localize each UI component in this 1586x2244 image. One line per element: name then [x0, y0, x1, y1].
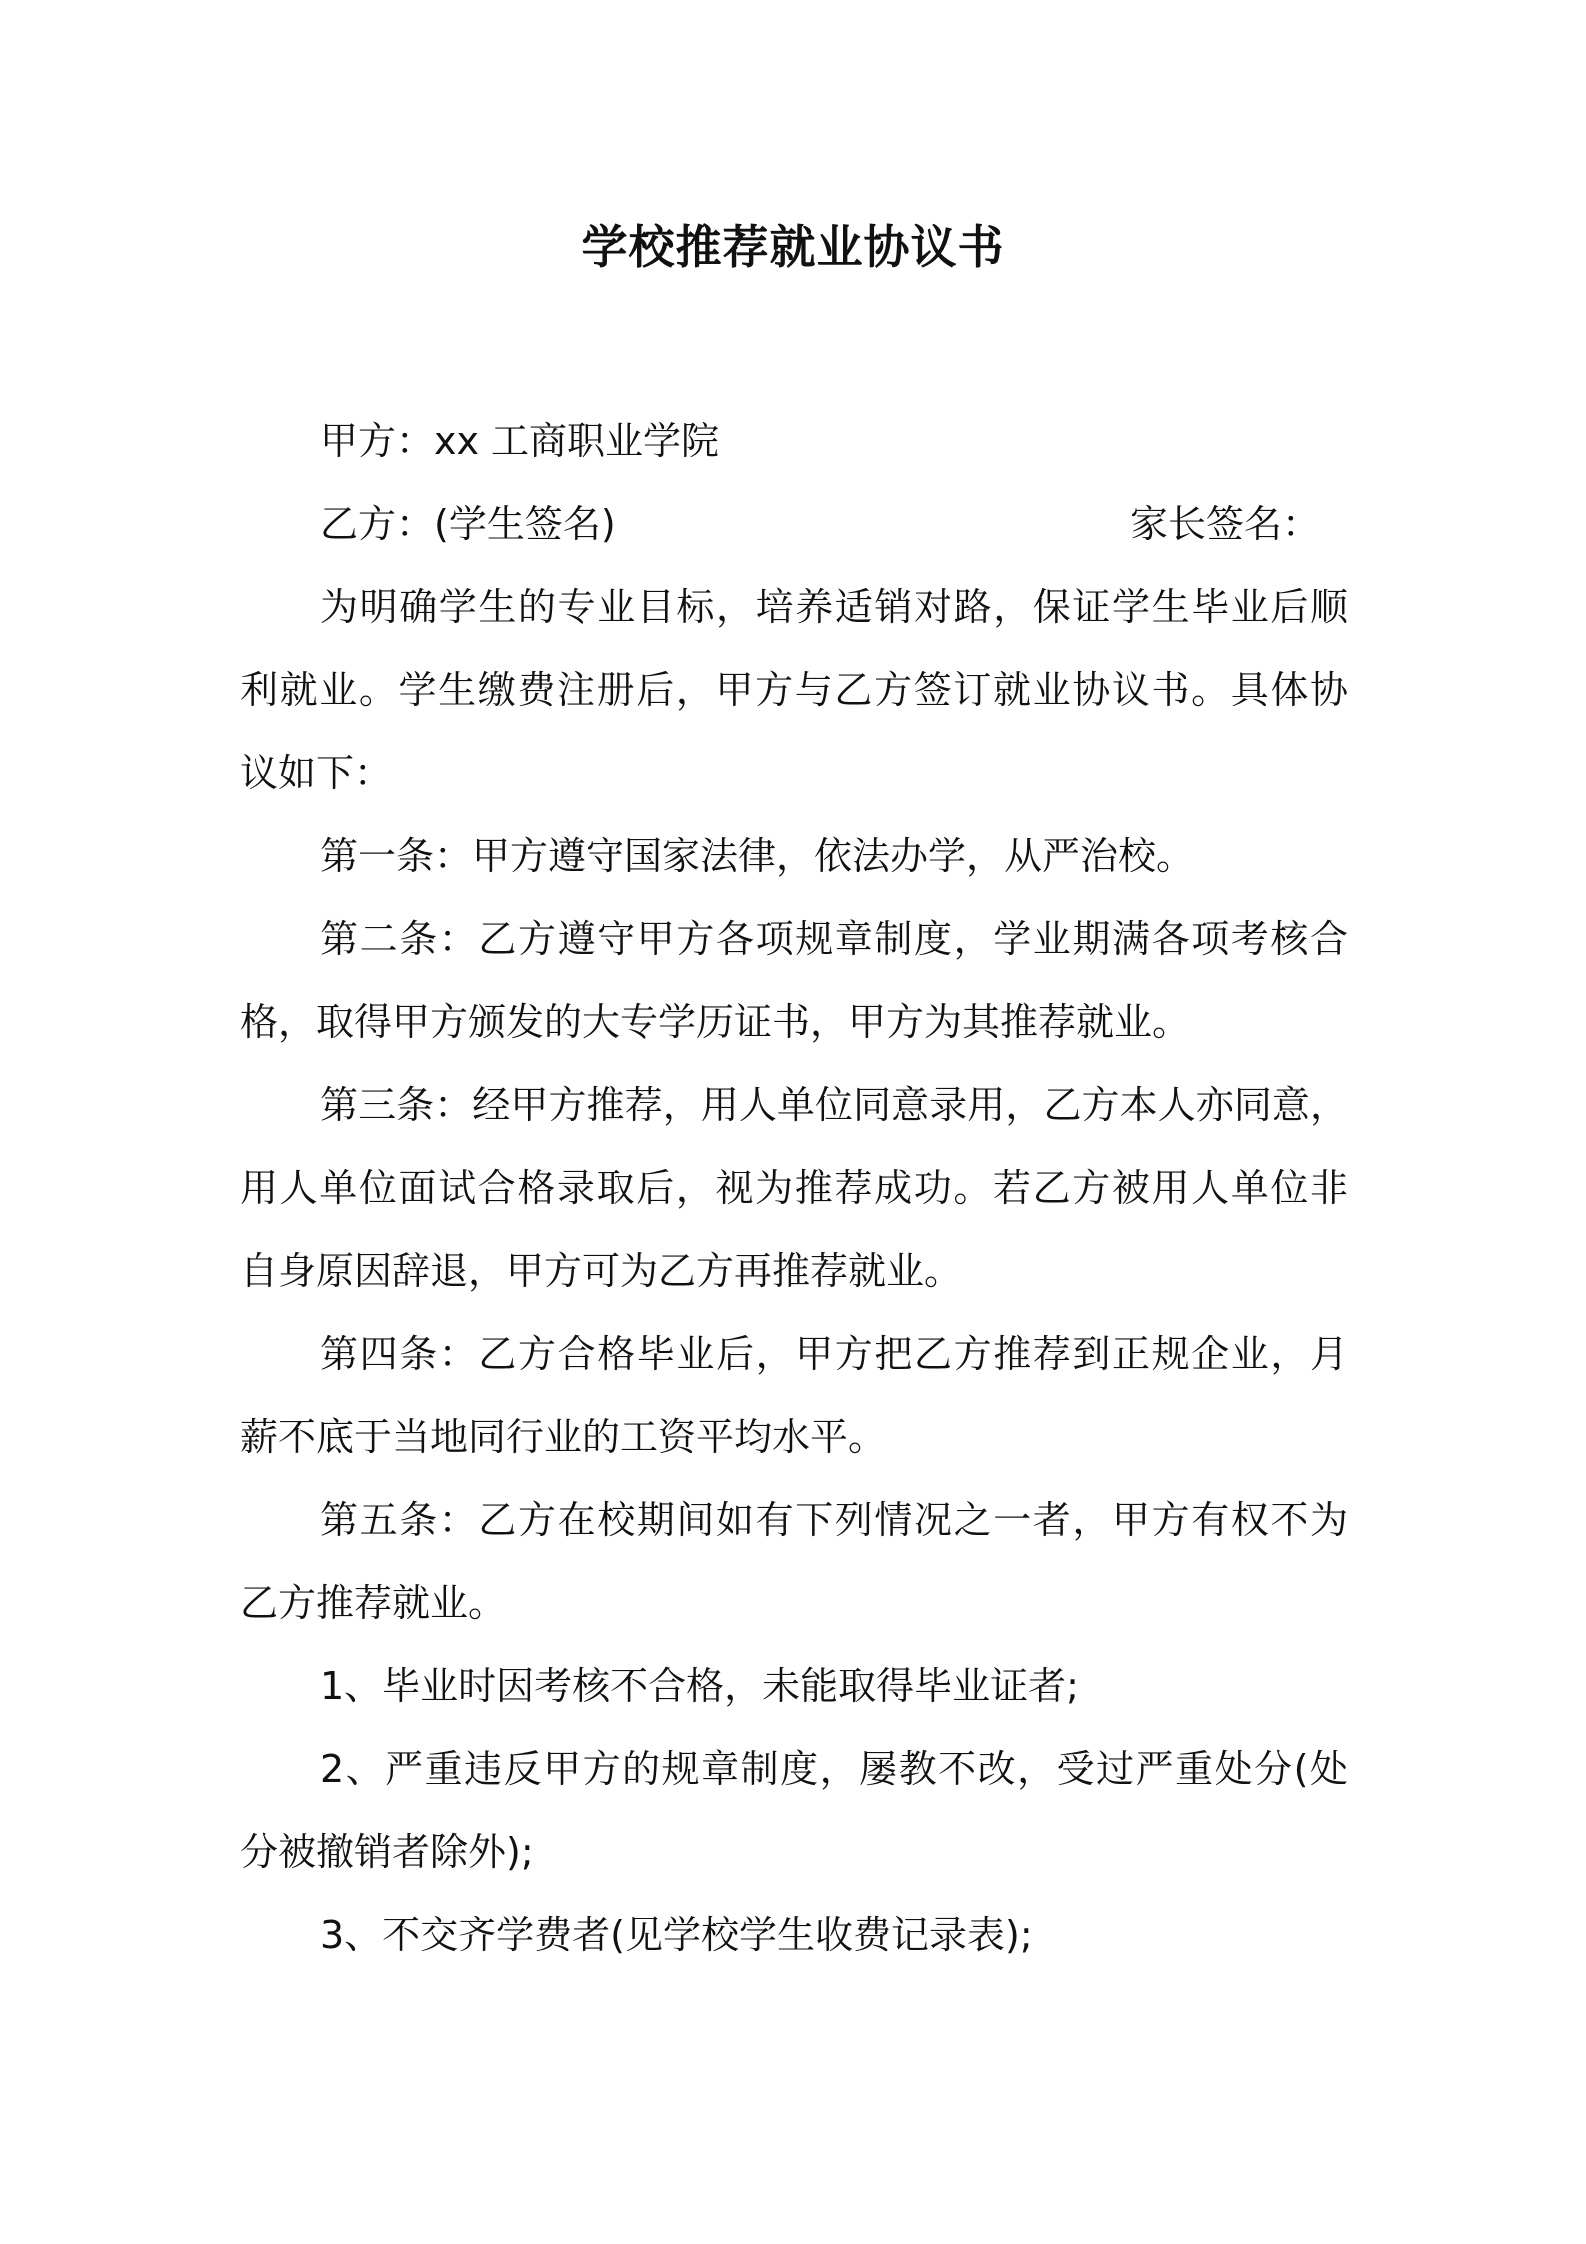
list-item-3	[240, 1894, 1348, 1977]
paragraph-line: 第二条：乙方遵守甲方各项规章制度，学业期满各项考核合	[320, 917, 1348, 961]
paragraph-line: 3、不交齐学费者(见学校学生收费记录表);	[320, 1913, 1033, 1957]
paragraph-1	[240, 566, 1348, 815]
document-body	[240, 400, 1348, 1977]
list-item-1	[240, 1645, 1348, 1728]
article-5	[240, 1479, 1348, 1645]
paragraph-line: 为明确学生的专业目标，培养适销对路，保证学生毕业后顺	[320, 585, 1348, 629]
paragraph-line: 议如下：	[240, 751, 393, 795]
paragraph-line: 薪不底于当地同行业的工资平均水平。	[240, 1415, 887, 1459]
paragraph-line: 用人单位面试合格录取后，视为推荐成功。若乙方被用人单位非	[240, 1166, 1348, 1210]
paragraph-line: 自身原因辞退，甲方可为乙方再推荐就业。	[240, 1249, 963, 1293]
article-3	[240, 1064, 1348, 1313]
paragraph-line: 第四条：乙方合格毕业后，甲方把乙方推荐到正规企业，月	[320, 1332, 1348, 1376]
party-a-line: 甲方：xx 工商职业学院	[320, 419, 720, 463]
paragraph-line: 格，取得甲方颁发的大专学历证书，甲方为其推荐就业。	[240, 1000, 1191, 1044]
document-title: 学校推荐就业协议书	[581, 220, 1005, 274]
paragraph-line: 第五条：乙方在校期间如有下列情况之一者，甲方有权不为	[320, 1498, 1348, 1542]
paragraph-line: 分被撤销者除外);	[240, 1830, 534, 1874]
article-1	[240, 815, 1348, 898]
paragraph-line: 2、严重违反甲方的规章制度，屡教不改，受过严重处分(处	[320, 1747, 1348, 1791]
list-item-2	[240, 1728, 1348, 1894]
article-2	[240, 898, 1348, 1064]
paragraph-line: 利就业。学生缴费注册后，甲方与乙方签订就业协议书。具体协	[240, 668, 1348, 712]
paragraph-line: 1、毕业时因考核不合格，未能取得毕业证者;	[320, 1664, 1079, 1708]
article-4	[240, 1313, 1348, 1479]
paragraph-line: 第一条：甲方遵守国家法律，依法办学，从严治校。	[320, 834, 1195, 878]
party-b-line: 乙方：(学生签名)	[320, 502, 616, 546]
paragraph-line: 第三条：经甲方推荐，用人单位同意录用，乙方本人亦同意，	[320, 1083, 1348, 1127]
paragraph-line: 乙方推荐就业。	[240, 1581, 507, 1625]
party-b-row	[240, 483, 1348, 566]
parent-signature-label: 家长签名：	[1130, 502, 1321, 546]
